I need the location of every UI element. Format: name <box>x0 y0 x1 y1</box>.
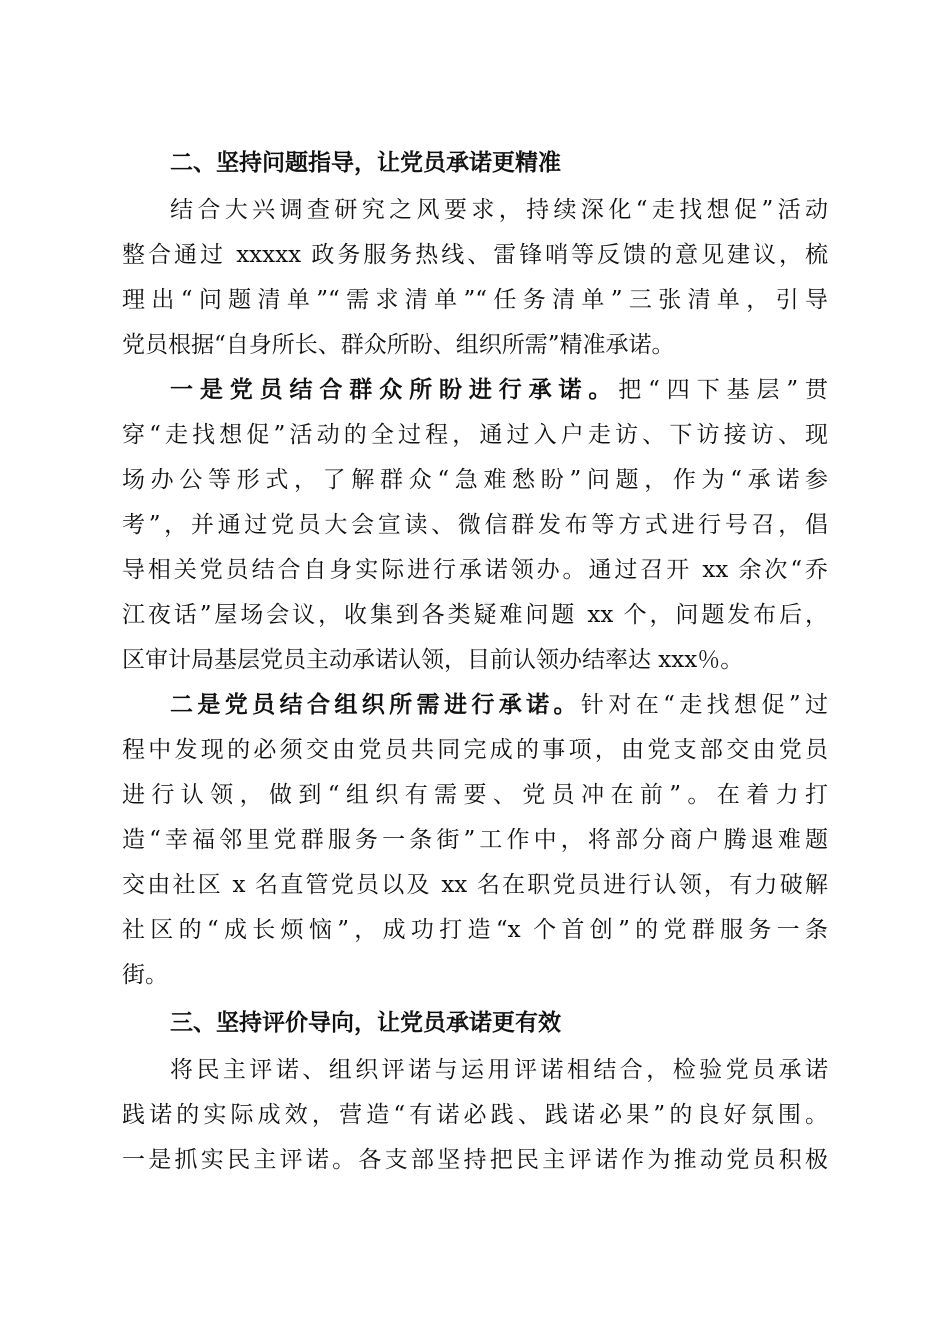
intro-line-3: 理出“问题清单”“需求清单”“任务清单”三张清单，引导 <box>122 287 828 313</box>
section-2-heading: 二、坚持问题指导，让党员承诺更精准 <box>170 150 561 176</box>
item-1-line-3: 场办公等形式，了解群众“急难愁盼”问题，作为“承诺参 <box>122 467 828 493</box>
item-1-line-5: 导相关党员结合自身实际进行承诺领办。通过召开 xx 余次“乔 <box>122 557 828 583</box>
item-2-first-rest: 针对在“走找想促”过 <box>580 692 828 718</box>
item-2-line-2: 程中发现的必须交由党员共同完成的事项，由党支部交由党员 <box>122 737 828 763</box>
section-3-heading: 三、坚持评价导向，让党员承诺更有效 <box>170 1010 561 1036</box>
item-1-first-rest: 把“四下基层”贯 <box>618 377 828 403</box>
item-2-line-6: 社区的“成长烦恼”，成功打造“x 个首创”的党群服务一条 <box>122 917 828 943</box>
item-2-line-4: 造“幸福邻里党群服务一条街”工作中，将部分商户腾退难题 <box>122 827 828 853</box>
item-2-lead: 二是党员结合组织所需进行承诺。 <box>170 692 581 718</box>
item-1-line-6: 江夜话”屋场会议，收集到各类疑难问题 xx 个，问题发布后， <box>122 602 828 628</box>
intro-line-1: 结合大兴调查研究之风要求，持续深化“走找想促”活动 <box>170 197 828 223</box>
section-3-line-1: 将民主评诺、组织评诺与运用评诺相结合，检验党员承诺 <box>170 1057 828 1083</box>
item-1-first-line <box>170 375 828 405</box>
item-1-line-2: 穿“走找想促”活动的全过程，通过入户走访、下访接访、现 <box>122 422 828 448</box>
item-2-line-5: 交由社区 x 名直管党员以及 xx 名在职党员进行认领，有力破解 <box>122 872 828 898</box>
item-2-line-3: 进行认领，做到“组织有需要、党员冲在前”。在着力打 <box>122 782 828 808</box>
intro-line-4: 党员根据“自身所长、群众所盼、组织所需”精准承诺。 <box>122 332 675 358</box>
intro-line-2: 整合通过 xxxxx 政务服务热线、雷锋哨等反馈的意见建议，梳 <box>122 242 828 268</box>
item-1-line-7: 区审计局基层党员主动承诺认领，目前认领办结率达 xxx％。 <box>122 647 744 673</box>
section-3-line-2: 践诺的实际成效，营造“有诺必践、践诺必果”的良好氛围。 <box>122 1102 828 1128</box>
section-3-line-3: 一是抓实民主评诺。各支部坚持把民主评诺作为推动党员积极 <box>122 1147 828 1173</box>
item-2-line-7: 街。 <box>122 962 168 988</box>
item-2-first-line <box>170 690 828 720</box>
item-1-lead: 一是党员结合群众所盼进行承诺。 <box>170 377 619 403</box>
item-1-line-4: 考”，并通过党员大会宣读、微信群发布等方式进行号召，倡 <box>122 512 828 538</box>
